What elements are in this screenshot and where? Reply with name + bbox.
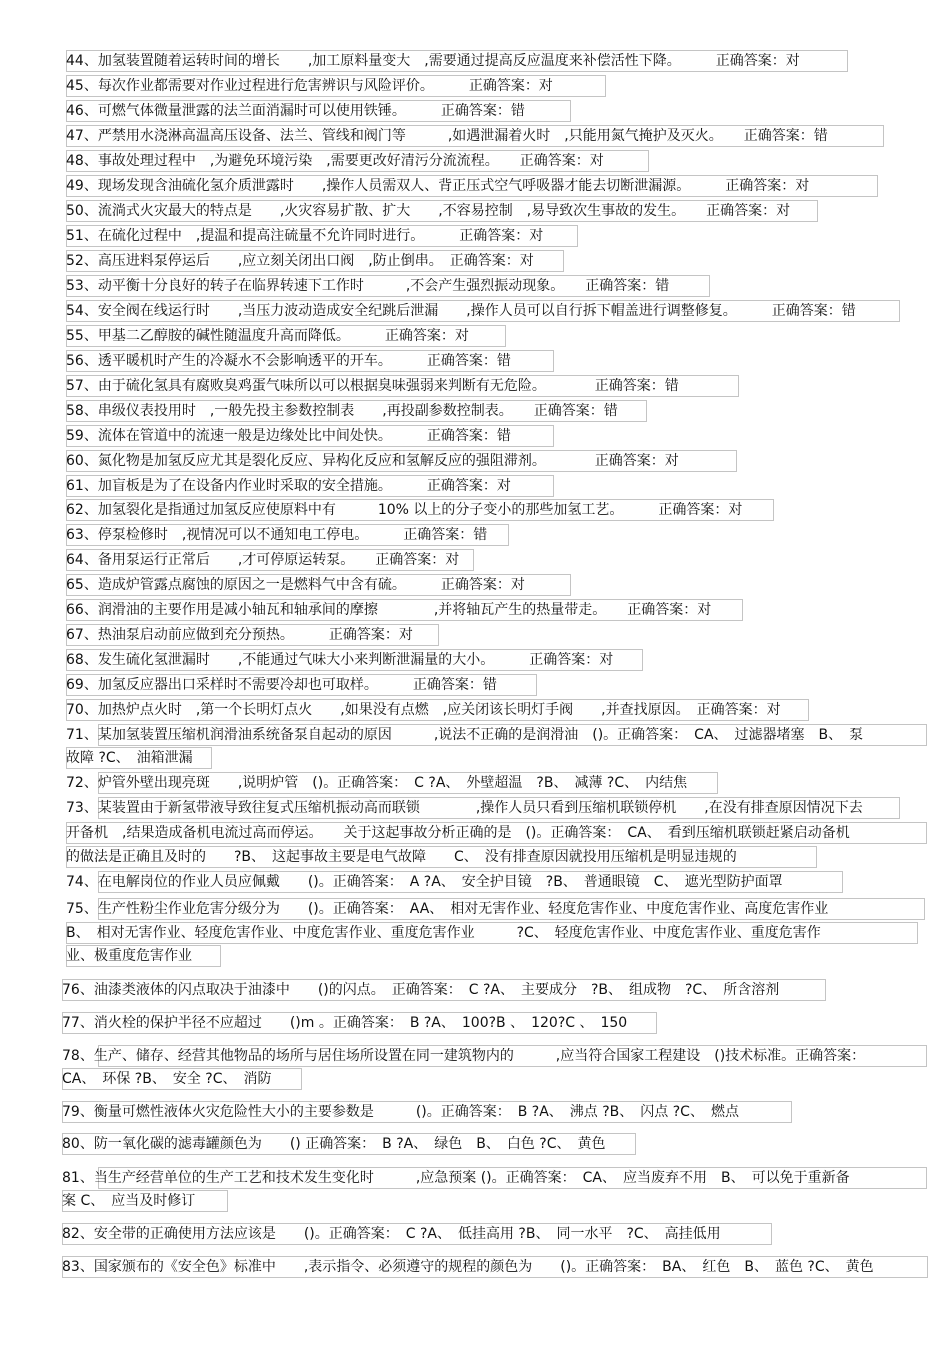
question-line <box>0 150 950 172</box>
question-line <box>0 898 950 920</box>
question-text: 77、消火栓的保护半径不应超过 ()m 。正确答案： B ?A、 100?B 、 120?C 、 150 <box>62 1015 628 1031</box>
question-text: 69、加氢反应器出口采样时不需要冷却也可取样。 正确答案：错 <box>66 677 497 693</box>
question-text: 64、备用泵运行正常后 ,才可停原运转泵。 正确答案：对 <box>66 552 460 568</box>
question-text: 83、国家颁布的《安全色》标准中 ,表示指令、必须遵守的规程的颜色为 ()。正确答案： BA、 红色 B、 蓝色 ?C、 黄色 <box>62 1259 874 1275</box>
question-text: 57、由于硫化氢具有腐败臭鸡蛋气味所以可以根据臭味强弱来判断有无危险。 正确答案：错 <box>66 378 679 394</box>
question-line <box>0 1167 950 1189</box>
question-text: 55、甲基二乙醇胺的碱性随温度升高而降低。 正确答案：对 <box>66 328 469 344</box>
question-line <box>0 1256 950 1278</box>
question-line <box>0 325 950 347</box>
question-text: 59、流体在管道中的流速一般是边缘处比中间处快。 正确答案：错 <box>66 428 511 444</box>
question-line <box>0 475 950 497</box>
question-text: 故障 ?C、 油箱泄漏 <box>66 750 193 766</box>
question-text: 72、炉管外壁出现亮斑 ,说明炉管 ()。正确答案： C ?A、 外壁超温 ?B、 减薄 ?C、 内结焦 <box>66 775 688 791</box>
question-text: 71、某加氢装置压缩机润滑油系统备泵自起动的原因 ,说法不正确的是润滑油 ()。正确答案： CA、 过滤器堵塞 B、 泵 <box>66 727 864 743</box>
question-text: 45、每次作业都需要对作业过程进行危害辨识与风险评价。 正确答案：对 <box>66 78 553 94</box>
question-line <box>0 649 950 671</box>
question-line <box>0 1068 950 1090</box>
question-text: 82、安全带的正确使用方法应该是 ()。正确答案： C ?A、 低挂高用 ?B、 同一水平 ?C、 高挂低用 <box>62 1226 721 1242</box>
question-text: 61、加盲板是为了在设备内作业时采取的安全措施。 正确答案：对 <box>66 478 511 494</box>
question-text: 75、生产性粉尘作业危害分级分为 ()。正确答案： AA、 相对无害作业、轻度危害作业、中度危害作业、高度危害作业 <box>66 901 829 917</box>
question-line <box>0 747 950 769</box>
question-line <box>0 100 950 122</box>
question-line <box>0 871 950 893</box>
question-text: 67、热油泵启动前应做到充分预热。 正确答案：对 <box>66 627 413 643</box>
question-line <box>0 375 950 397</box>
question-line <box>0 1045 950 1067</box>
question-line <box>0 200 950 222</box>
question-line <box>0 979 950 1001</box>
question-text: 业、极重度危害作业 <box>66 948 192 964</box>
question-line <box>0 400 950 422</box>
question-line <box>0 797 950 819</box>
question-text: 76、油漆类液体的闪点取决于油漆中 ()的闪点。 正确答案： C ?A、 主要成分 ?B、 组成物 ?C、 所含溶剂 <box>62 982 780 998</box>
question-text: 65、造成炉管露点腐蚀的原因之一是燃料气中含有硫。 正确答案：对 <box>66 577 525 593</box>
question-text: 54、安全阀在线运行时 ,当压力波动造成安全纪跳后泄漏 ,操作人员可以自行拆下帽盖进行调整修复。 正确答案：错 <box>66 303 856 319</box>
question-line <box>0 822 950 844</box>
question-line <box>0 1223 950 1245</box>
question-text: 49、现场发现含油硫化氢介质泄露时 ,操作人员需双人、背正压式空气呼吸器才能去切断泄漏源。 正确答案：对 <box>66 178 810 194</box>
question-line <box>0 275 950 297</box>
question-line <box>0 425 950 447</box>
question-text: 74、在电解岗位的作业人员应佩戴 ()。正确答案： A ?A、 安全护目镜 ?B、 普通眼镜 C、 遮光型防护面罩 <box>66 874 783 890</box>
question-text: 50、流淌式火灾最大的特点是 ,火灾容易扩散、扩大 ,不容易控制 ,易导致次生事故的发生。 正确答案：对 <box>66 203 791 219</box>
question-text: 58、串级仪表投用时 ,一般先投主参数控制表 ,再投副参数控制表。 正确答案：错 <box>66 403 618 419</box>
question-line <box>0 125 950 147</box>
question-text: 78、生产、储存、经营其他物品的场所与居住场所设置在同一建筑物内的 ,应当符合国家工程建设 ()技术标准。正确答案： <box>62 1048 866 1064</box>
question-text: 47、严禁用水浇淋高温高压设备、法兰、管线和阀门等 ,如遇泄漏着火时 ,只能用氮气掩护及灭火。 正确答案：错 <box>66 128 828 144</box>
question-line <box>0 175 950 197</box>
question-line <box>0 945 950 967</box>
question-text: 68、发生硫化氢泄漏时 ,不能通过气味大小来判断泄漏量的大小。 正确答案：对 <box>66 652 614 668</box>
question-text: 51、在硫化过程中 ,提温和提高注硫量不允许同时进行。 正确答案：对 <box>66 228 544 244</box>
question-line <box>0 1190 950 1212</box>
question-line <box>0 772 950 794</box>
question-text: 52、高压进料泵停运后 ,应立刻关闭出口阀 ,防止倒串。 正确答案：对 <box>66 253 534 269</box>
question-line <box>0 724 950 746</box>
question-line <box>0 499 950 521</box>
question-text: 79、衡量可燃性液体火灾危险性大小的主要参数是 ()。正确答案： B ?A、 沸点 ?B、 闪点 ?C、 燃点 <box>62 1104 739 1120</box>
question-text: 46、可燃气体微量泄露的法兰面消漏时可以使用铁锤。 正确答案：错 <box>66 103 525 119</box>
question-text: B、 相对无害作业、轻度危害作业、中度危害作业、重度危害作业 ?C、 轻度危害作业、中度危害作业、重度危害作 <box>66 925 821 941</box>
question-line <box>0 574 950 596</box>
question-line <box>0 75 950 97</box>
question-line <box>0 1133 950 1155</box>
question-text: 66、润滑油的主要作用是减小轴瓦和轴承间的摩擦 ,并将轴瓦产生的热量带走。 正确答案：对 <box>66 602 712 618</box>
question-text: 开备机 ,结果造成备机电流过高而停运。 关于这起事故分析正确的是 ()。正确答案： CA、 看到压缩机联锁赶紧启动备机 <box>66 825 850 841</box>
question-text: 的做法是正确且及时的 ?B、 这起事故主要是电气故障 C、 没有排查原因就投用压缩机是明显违规的 <box>66 849 737 865</box>
question-line <box>0 350 950 372</box>
question-text: 56、透平暖机时产生的冷凝水不会影响透平的开车。 正确答案：错 <box>66 353 511 369</box>
question-line <box>0 699 950 721</box>
question-line <box>0 599 950 621</box>
question-text: 80、防一氧化碳的滤毒罐颜色为 () 正确答案： B ?A、 绿色 B、 白色 ?C、 黄色 <box>62 1136 606 1152</box>
question-line <box>0 922 950 944</box>
question-line <box>0 846 950 868</box>
question-line <box>0 524 950 546</box>
question-line <box>0 300 950 322</box>
question-text: CA、 环保 ?B、 安全 ?C、 消防 <box>62 1071 272 1087</box>
question-line <box>0 1012 950 1034</box>
question-text: 48、事故处理过程中 ,为避免环境污染 ,需要更改好清污分流流程。 正确答案：对 <box>66 153 604 169</box>
question-line <box>0 50 950 72</box>
question-line <box>0 225 950 247</box>
question-line <box>0 250 950 272</box>
question-line <box>0 450 950 472</box>
question-text: 53、动平衡十分良好的转子在临界转速下工作时 ,不会产生强烈振动现象。 正确答案：错 <box>66 278 670 294</box>
question-line <box>0 1101 950 1123</box>
question-text: 62、加氢裂化是指通过加氢反应使原料中有 10% 以上的分子变小的那些加氢工艺。 正确答案：对 <box>66 502 743 518</box>
question-line <box>0 624 950 646</box>
question-text: 63、停泵检修时 ,视情况可以不通知电工停电。 正确答案：错 <box>66 527 488 543</box>
question-text: 44、加氢装置随着运转时间的增长 ,加工原料量变大 ,需要通过提高反应温度来补偿活性下降。 正确答案：对 <box>66 53 800 69</box>
question-text: 案 C、 应当及时修订 <box>62 1193 196 1209</box>
question-text: 81、当生产经营单位的生产工艺和技术发生变化时 ,应急预案 ()。正确答案： CA、 应当废弃不用 B、 可以免于重新备 <box>62 1170 850 1186</box>
question-line <box>0 549 950 571</box>
question-text: 60、氮化物是加氢反应尤其是裂化反应、异构化反应和氢解反应的强阻滞剂。 正确答案：对 <box>66 453 679 469</box>
question-line <box>0 674 950 696</box>
question-text: 70、加热炉点火时 ,第一个长明灯点火 ,如果没有点燃 ,应关闭该长明灯手阀 ,并查找原因。 正确答案：对 <box>66 702 781 718</box>
question-text: 73、某装置由于新氢带液导致往复式压缩机振动高而联锁 ,操作人员只看到压缩机联锁停机 ,在没有排查原因情况下去 <box>66 800 863 816</box>
